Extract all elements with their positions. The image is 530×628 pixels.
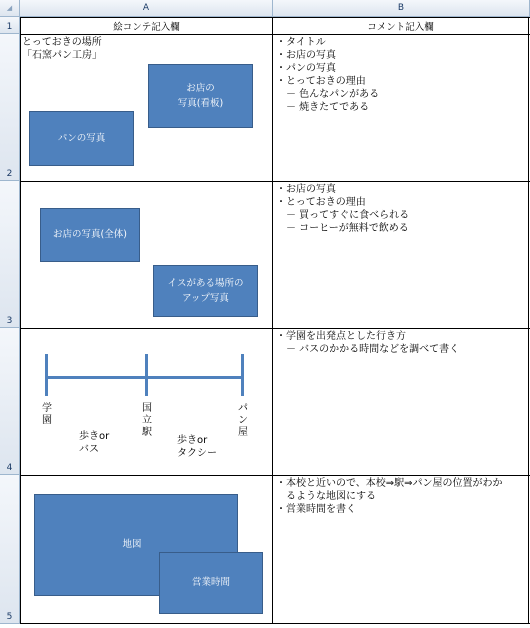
comment-line: ・営業時間を書く (276, 504, 356, 515)
route-segment-1-label: 歩きor バス (79, 431, 110, 455)
gridline (20, 181, 530, 182)
gridline (20, 17, 21, 624)
shape-shop-exterior-photo[interactable]: お店の写真(全体) (40, 208, 140, 262)
comment-line: － 焼きたてである (276, 102, 370, 113)
comment-line: － 色んなパンがある (276, 89, 380, 100)
cell-a2-text-line-1: とっておきの場所 (22, 37, 102, 48)
cell-b4-comments[interactable] (276, 330, 459, 356)
gridline (272, 17, 273, 624)
comment-line: ・お店の写真 (276, 50, 336, 61)
shape-business-hours[interactable]: 営業時間 (159, 552, 263, 614)
route-stop-station-label: 国立駅 (142, 403, 152, 438)
route-segment-2-label: 歩きor タクシー (177, 435, 217, 459)
row-header-2[interactable]: 2 (0, 34, 20, 181)
comment-line: － 買ってすぐに食べられる (276, 210, 410, 221)
comment-line: ・とっておきの理由 (276, 197, 366, 208)
gridline (20, 34, 530, 35)
cell-b5-comments[interactable] (276, 477, 503, 516)
route-stop-school-label: 学園 (42, 403, 52, 426)
cell-b3-comments[interactable] (276, 183, 409, 235)
route-stop-bakery-label: パン屋 (238, 403, 248, 438)
shape-map[interactable]: 地図 (34, 494, 238, 596)
column-header-a[interactable]: A (20, 0, 273, 17)
row-header-3[interactable]: 3 (0, 181, 20, 328)
comment-line: ・本校と近いので、本校⇒駅⇒パン屋の位置がわか (276, 478, 503, 489)
row-header-4[interactable]: 4 (0, 328, 20, 475)
row-header-5[interactable]: 5 (0, 475, 20, 624)
route-tick-bakery (241, 354, 244, 396)
shape-shop-signboard-photo[interactable]: お店の 写真(看板) (148, 64, 253, 128)
route-tick-station (145, 354, 148, 396)
cell-a1-storyboard-header[interactable]: 絵コンテ記入欄 (113, 22, 180, 33)
cell-b2-comments[interactable] (276, 36, 379, 114)
gridline (20, 623, 530, 624)
cell-b1-comment-header[interactable]: コメント記入欄 (367, 22, 434, 33)
route-tick-school (45, 354, 48, 396)
shape-chair-area-closeup-photo[interactable]: イスがある場所の アップ写真 (153, 265, 258, 317)
comment-line: － コーヒーが無料で飲める (276, 223, 409, 234)
gridline (20, 328, 530, 329)
column-header-b[interactable]: B (273, 0, 530, 17)
gridline (20, 475, 530, 476)
cell-a2-text-line-2: 「石窯パン工房」 (22, 50, 102, 61)
comment-line: ・学園を出発点とした行き方 (276, 331, 406, 342)
gridline (528, 17, 529, 624)
comment-line: ・お店の写真 (276, 184, 336, 195)
comment-line: るような地図にする (276, 491, 376, 502)
comment-line: ・とっておきの理由 (276, 76, 366, 87)
comment-line: ・タイトル (276, 37, 326, 48)
select-all-corner[interactable]: ◢ (0, 0, 20, 17)
comment-line: ・パンの写真 (276, 63, 336, 74)
comment-line: － バスのかかる時間などを調べて書く (276, 344, 460, 355)
shape-bread-photo[interactable]: パンの写真 (29, 111, 134, 166)
row-header-1[interactable]: 1 (0, 17, 20, 34)
